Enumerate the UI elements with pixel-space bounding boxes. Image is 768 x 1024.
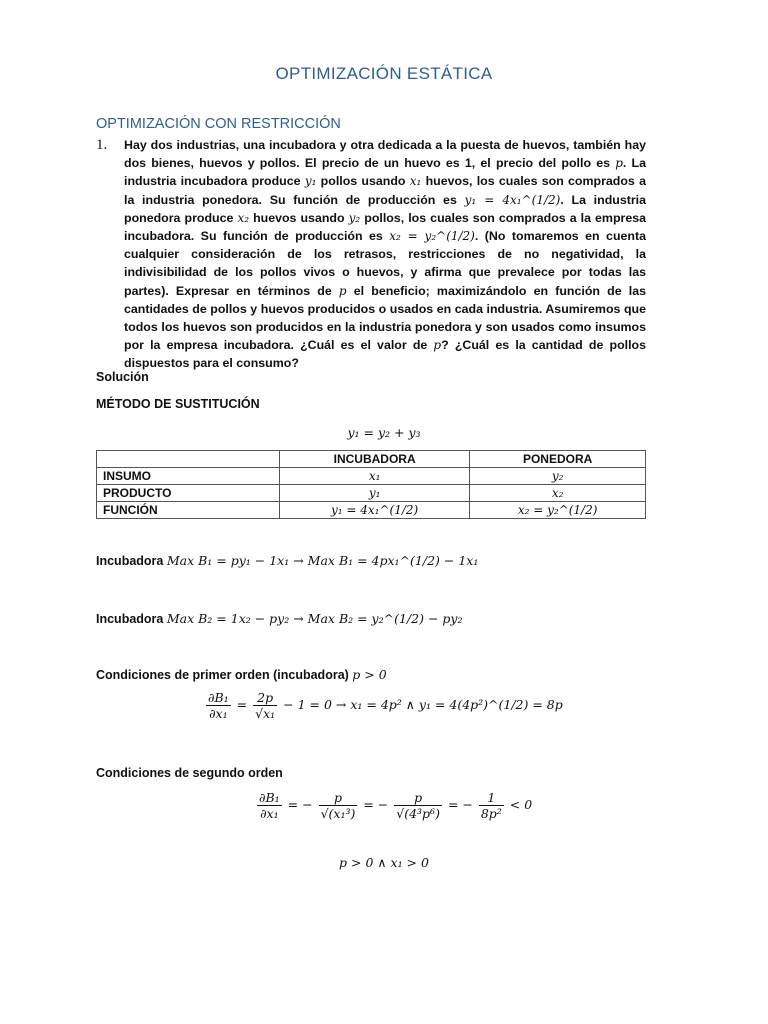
equals-sign: = − xyxy=(447,797,473,812)
denominator: √(x₁³) xyxy=(320,806,356,821)
table-cell: x₁ xyxy=(280,468,470,485)
table-header-cell: INCUBADORA xyxy=(280,451,470,468)
problem-statement xyxy=(124,136,646,373)
soc-label: Condiciones de segundo orden xyxy=(96,766,283,780)
math-inline: p xyxy=(615,156,623,171)
denominator: √(4³p⁶) xyxy=(396,806,440,821)
problem-text: Hay dos industrias, una incubadora y otra dedicada a la puesta de huevos, también hay dos bienes, huevos y pollos. El precio de un huevo es 1, el precio del pollo es xyxy=(124,138,646,171)
inequality: < 0 xyxy=(509,797,533,812)
document-title: OPTIMIZACIÓN ESTÁTICA xyxy=(275,64,493,83)
math-inline: y₁ = 4x₁^(1/2) xyxy=(464,192,561,207)
denominator: 8p² xyxy=(480,806,502,821)
line-label: Incubadora xyxy=(96,554,167,568)
final-condition: p > 0 ∧ x₁ > 0 xyxy=(339,855,429,870)
soc-equation xyxy=(255,790,532,821)
math-inline: x₂ xyxy=(237,210,250,225)
problem-number: 1. xyxy=(96,137,108,153)
line-label: Incubadora xyxy=(96,612,167,626)
math-inline: p xyxy=(338,283,347,298)
problem-text: . La industria ponedora produce xyxy=(124,192,647,225)
equation-rest: − 1 = 0 → x₁ = 4p² ∧ y₁ = 4(4p²)^(1/2) = 8p xyxy=(283,697,563,712)
benefit-expression: Max B₁ = py₁ − 1x₁ → Max B₁ = 4px₁^(1/2) − 1x₁ xyxy=(166,553,479,568)
denominator: √x₁ xyxy=(255,706,276,721)
section-subtitle: OPTIMIZACIÓN CON RESTRICCIÓN xyxy=(96,116,341,132)
foc-condition: p > 0 xyxy=(352,667,387,682)
problem-text: huevos, los cuales son comprados a la industria ponedora. Su función de producción es xyxy=(124,174,646,207)
balance-equation: y₁ = y₂ + y₃ xyxy=(347,425,421,440)
problem-text: . (No tomaremos en cuenta cualquier consideración de los retrasos, restricciones de no negatividad, la indivisibilidad de los pollos vivos o huevos, y afirma que prevalece por todas las partes). Expresar en términos de xyxy=(124,229,646,298)
equals-sign: = xyxy=(236,697,248,712)
numerator: 2p xyxy=(253,690,277,706)
foc-equation xyxy=(204,690,563,721)
fraction xyxy=(319,790,358,821)
problem-text: . La industria incubadora produce xyxy=(124,156,646,189)
problem-text: ? ¿Cuál es la cantidad de pollos dispuestos para el consumo? xyxy=(124,338,646,371)
math-inline: p xyxy=(433,338,442,353)
problem-text: el beneficio; maximizándolo en función de las cantidades de pollos y huevos producidos o usados en cada industria. Asumiremos que todos los huevos son producidos en la industria ponedora y son usados como insumos por la empresa incubadora. ¿Cuál es el valor de xyxy=(124,283,646,353)
table-header-cell xyxy=(97,451,280,468)
table-cell: y₁ = 4x₁^(1/2) xyxy=(280,502,470,519)
table-header-cell: PONEDORA xyxy=(470,451,646,468)
table-header-row xyxy=(97,451,646,468)
math-inline: y₂ xyxy=(348,210,361,225)
table-cell: y₁ xyxy=(280,485,470,502)
numerator: p xyxy=(319,790,358,806)
denominator: ∂x₁ xyxy=(209,706,228,721)
numerator: p xyxy=(394,790,442,806)
row-label: PRODUCTO xyxy=(97,485,280,502)
problem-text: huevos usando xyxy=(249,210,349,225)
foc-heading xyxy=(96,667,387,682)
fraction xyxy=(206,690,231,721)
table-cell: x₂ xyxy=(470,485,646,502)
ponedora-benefit-line xyxy=(96,611,462,626)
row-label: FUNCIÓN xyxy=(97,502,280,519)
problem-text: pollos usando xyxy=(316,174,410,189)
math-inline: x₂ = y₂^(1/2) xyxy=(389,229,475,244)
fraction xyxy=(394,790,442,821)
benefit-expression: Max B₂ = 1x₂ − py₂ → Max B₂ = y₂^(1/2) − py₂ xyxy=(166,611,463,626)
table-row xyxy=(97,485,646,502)
equals-sign: = − xyxy=(363,797,389,812)
production-table xyxy=(96,450,646,519)
fraction xyxy=(253,690,277,721)
problem-text: pollos, los cuales son comprados a la empresa incubadora. Su función de producción es xyxy=(124,210,647,244)
numerator: ∂B₁ xyxy=(208,690,229,705)
equals-sign: = − xyxy=(287,797,313,812)
numerator: ∂B₁ xyxy=(259,790,280,805)
method-label: MÉTODO DE SUSTITUCIÓN xyxy=(96,397,260,411)
table-row xyxy=(97,502,646,519)
row-label: INSUMO xyxy=(97,468,280,485)
fraction xyxy=(479,790,504,821)
table-cell: x₂ = y₂^(1/2) xyxy=(470,502,646,519)
math-inline: y₁ xyxy=(304,174,317,189)
foc-label: Condiciones de primer orden (incubadora) xyxy=(96,668,353,682)
table-cell: y₂ xyxy=(470,468,646,485)
numerator: 1 xyxy=(479,790,504,806)
table-row xyxy=(97,468,646,485)
math-inline: x₁ xyxy=(409,174,422,189)
incubadora-benefit-line xyxy=(96,553,478,568)
solution-label: Solución xyxy=(96,370,149,384)
denominator: ∂x₁ xyxy=(260,806,279,821)
fraction xyxy=(257,790,282,821)
